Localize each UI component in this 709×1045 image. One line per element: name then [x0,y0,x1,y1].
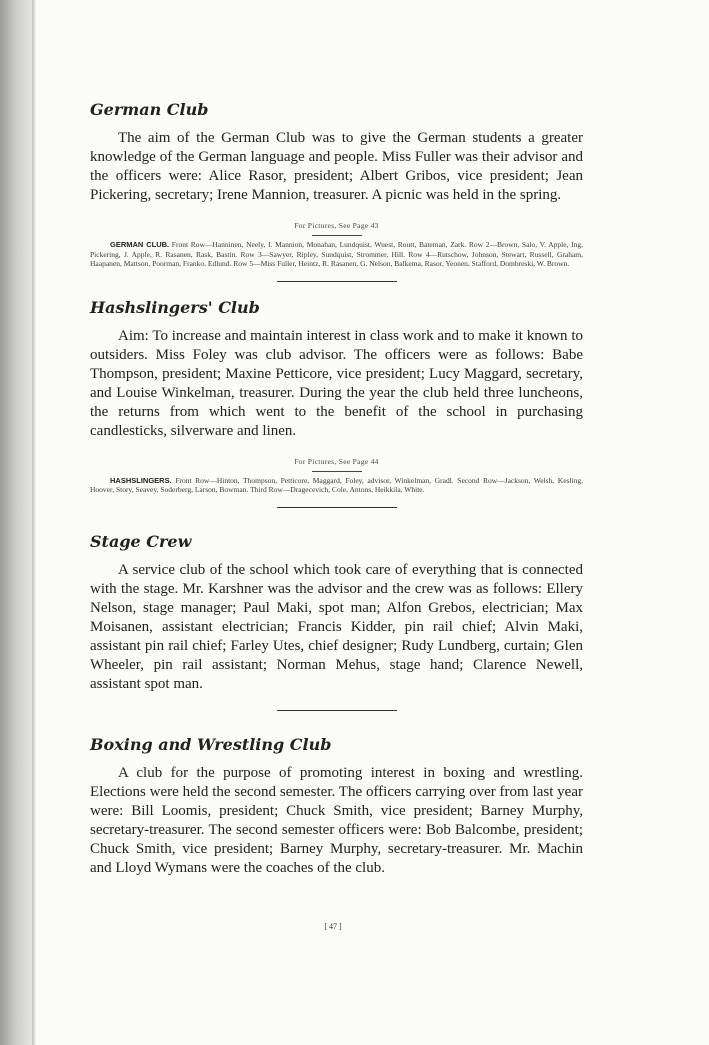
hashslingers-caption-name: HASHSLINGERS. [110,475,172,485]
german-club-caption-name: GERMAN CLUB. [110,240,170,249]
german-club-section [90,100,583,269]
german-club-heading: German Club [90,100,209,119]
hashslingers-caption [90,457,583,495]
boxing-wrestling-body: A club for the purpose of promoting interest in boxing and wrestling. Elections were held the second semester. The officers carrying over from last year were: Bill Loomis, president; Chuck Smith, vice president; Barney Murphy, secretary-treasurer. The second semester officers were: Bob Balcombe, president; Chuck Smith, vice president; Barney Murphy, secretary-treasurer. Mr. Machin and Lloyd Wymans were the coaches of the club. [90,764,583,876]
german-club-body: The aim of the German Club was to give the German students a greater knowledge of the German language and people. Miss Fuller was their advisor and the officers were: Alice Rasor, president; Albert Gribos, vice president; Jean Pickering, secretary; Irene Mannion, treasurer. A picnic was held in the spring. [90,130,583,203]
german-club-caption-names: Front Row—Hanninen, Neely, I. Mannion, Monahan, Lundquist, Wuest, Routt, Bateman, Zark. Row 2—Brown, Salo, V. Apple, Ing, Pickering, J. Apple, R. Rasanen, Rask, Bastin. Row 3—Sawyer, Ripley, Sundquist, Strommer, Hill. Row 4—Rutschow, Johnson, Stewart, Russell, Graham, Haapanen, Mattson, Poorman, Franko, Edlund. Row 5—Miss Fuller, Heintz, R. Rasanen, G. Nelson, Balkema, Rasor, Yeonen, Stafford, Dombreski, W. Brown. [90,240,583,268]
german-club-caption [90,221,583,269]
page-content [90,100,583,878]
pictures-ref-rule [312,235,362,236]
stage-crew-section [90,532,583,694]
section-divider [277,710,397,711]
hashslingers-pictures-ref: For Pictures, See Page 44 [294,456,379,466]
hashslingers-caption-text [90,476,583,495]
hashslingers-heading: Hashslingers' Club [90,297,260,317]
stage-crew-heading: Stage Crew [90,531,192,551]
pictures-ref-rule [312,471,362,472]
german-club-caption-text [90,240,583,269]
hashslingers-body: Aim: To increase and maintain interest in class work and to make it known to outsiders. Miss Foley was club advisor. The officers were as follows: Babe Thompson, president; Maxine Petticore, vice president; Lucy Maggard, secretary, and Louise Winkelman, treasurer. During the year the club held three luncheons, the returns from which went to the benefit of the school in purchasing candlesticks, silverware and linen. [90,327,583,439]
stage-crew-body: A service club of the school which took care of everything that is connected with the stage. Mr. Karshner was the advisor and the crew was as follows: Ellery Nelson, stage manager; Paul Maki, spot man; Alfon Grebos, electrician; Max Moisanen, assistant electrician; Francis Kidder, pin rail chief; Alvin Maki, assistant pin rail chief; Farley Utes, chief designer; Rudy Lundberg, curtain; Glen Wheeler, pin rail assistant; Norman Mehus, stage hand; Clarence Newell, assistant spot man. [90,561,583,692]
german-club-pictures-ref: For Pictures, See Page 43 [294,221,379,230]
hashslingers-caption-names: Front Row—Hinton, Thompson, Petticore, Maggard, Foley, advisor, Winkelman, Gradl. Second Row—Jackson, Welsh, Kesling, Hoover, Story, Seavey, Soderberg, Larson, Bowman. Third Row—Dragecevich, Cole, Antons, Heikkila, White. [90,475,584,494]
book-binding-shadow [0,0,32,1045]
section-divider [277,507,397,508]
hashslingers-section [90,298,583,495]
boxing-wrestling-section [90,735,583,878]
section-divider [277,281,397,282]
boxing-wrestling-heading: Boxing and Wrestling Club [90,734,332,754]
page-edge [32,0,36,1045]
page-number: [ 47 ] [324,922,342,931]
